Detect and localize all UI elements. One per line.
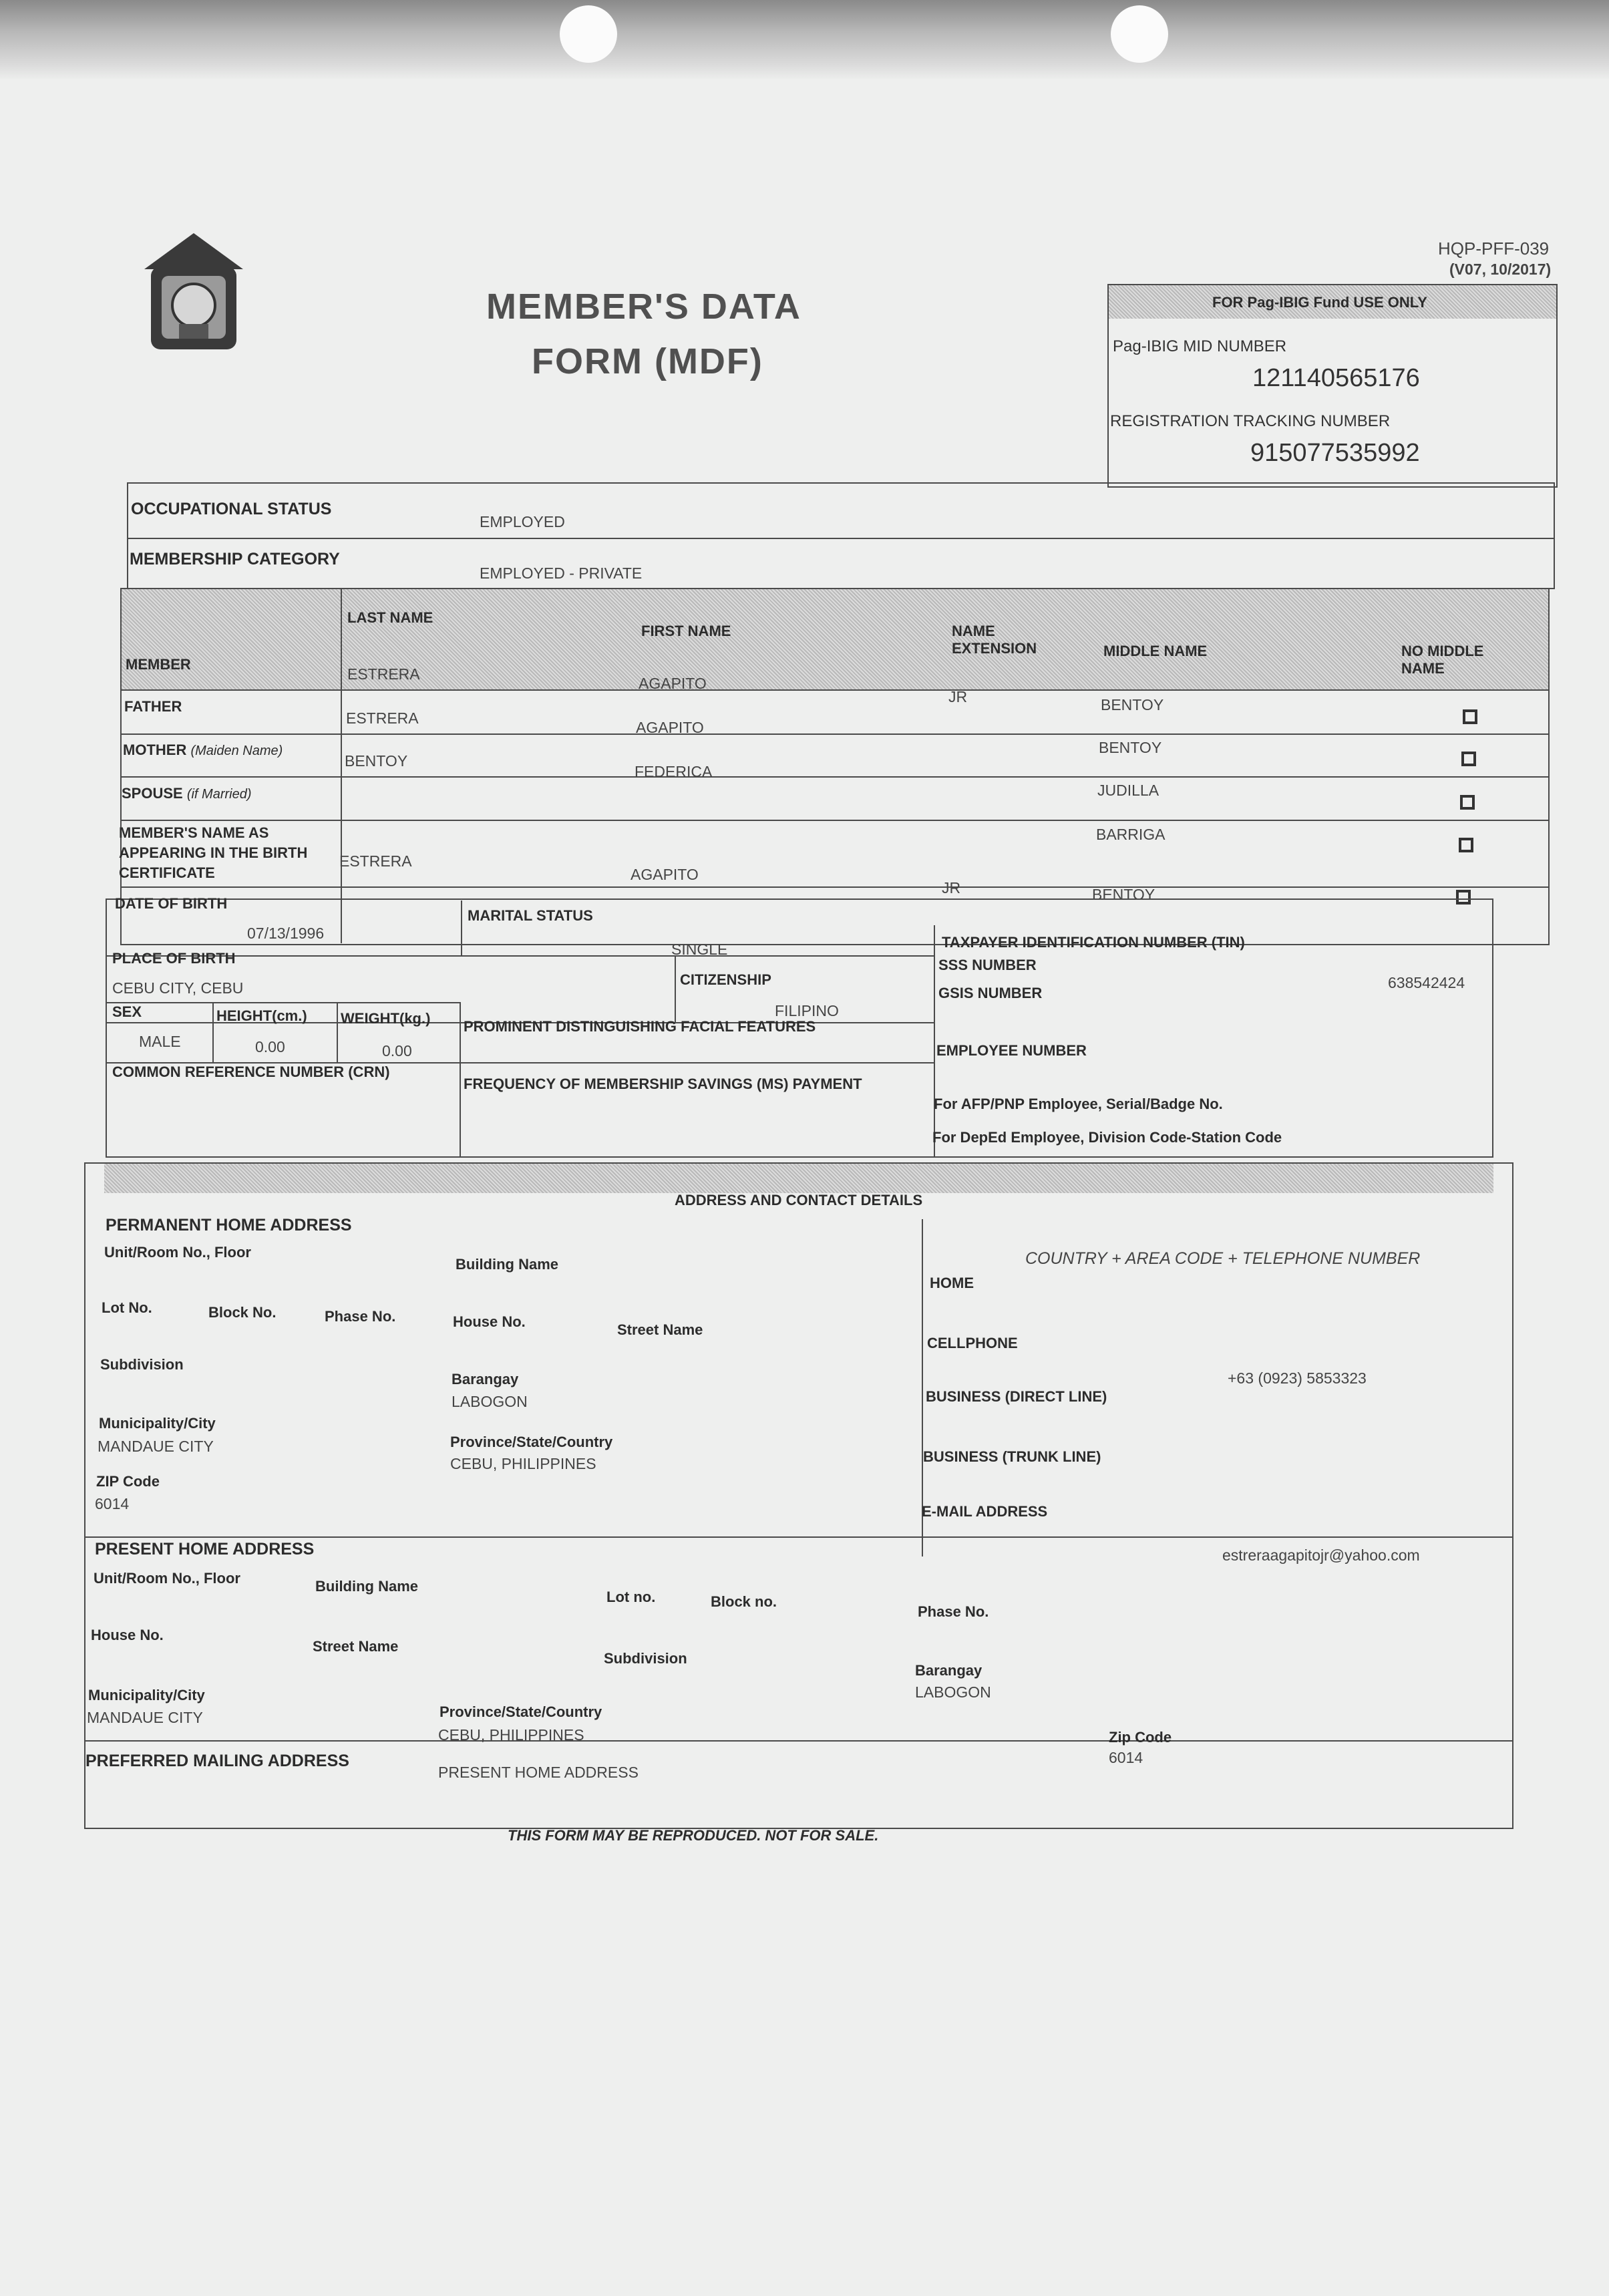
row-label-spouse-sub: (if Married) bbox=[186, 787, 252, 802]
pres-barangay-value: LABOGON bbox=[915, 1683, 991, 1701]
form-code: HQP-PFF-039 bbox=[1438, 238, 1550, 259]
pres-province-value: CEBU, PHILIPPINES bbox=[438, 1726, 584, 1744]
perm-barangay-value: LABOGON bbox=[452, 1393, 528, 1410]
mid-value: 121140565176 bbox=[1252, 364, 1420, 392]
home-phone-label: HOME bbox=[930, 1275, 974, 1291]
perm-street-label: Street Name bbox=[617, 1321, 703, 1338]
preferred-mailing-label: PREFERRED MAILING ADDRESS bbox=[85, 1752, 349, 1770]
present-address-line bbox=[85, 1536, 1512, 1538]
citizenship-value: FILIPINO bbox=[775, 1002, 839, 1019]
membership-category-label: MEMBERSHIP CATEGORY bbox=[130, 550, 340, 568]
preferred-address-line bbox=[85, 1740, 1512, 1742]
place-of-birth-value: CEBU CITY, CEBU bbox=[112, 979, 244, 997]
sex-value: MALE bbox=[139, 1033, 181, 1050]
mother-middle-name: JUDILLA bbox=[1097, 782, 1159, 799]
spouse-middle-name: BARRIGA bbox=[1096, 826, 1166, 843]
dob-col-divider bbox=[461, 900, 462, 955]
header-first-name: FIRST NAME bbox=[641, 623, 731, 639]
pres-zip-label: Zip Code bbox=[1109, 1729, 1172, 1746]
weight-value: 0.00 bbox=[382, 1042, 412, 1059]
pres-province-label: Province/State/Country bbox=[439, 1703, 602, 1720]
perm-zip-value: 6014 bbox=[95, 1495, 130, 1512]
pagibig-logo bbox=[140, 230, 247, 354]
form-title-line2: FORM (MDF) bbox=[532, 341, 763, 381]
height-value: 0.00 bbox=[255, 1038, 285, 1055]
rtn-label: REGISTRATION TRACKING NUMBER bbox=[1110, 412, 1391, 430]
marital-status-value: SINGLE bbox=[671, 941, 728, 958]
form-version: (V07, 10/2017) bbox=[1449, 261, 1552, 278]
names-row-line bbox=[122, 886, 1548, 888]
perm-province-label: Province/State/Country bbox=[450, 1434, 613, 1450]
header-no-middle-name: NO MIDDLE NAME bbox=[1401, 643, 1484, 677]
names-row-line bbox=[122, 776, 1548, 778]
row-label-spouse bbox=[122, 785, 252, 802]
birthcert-last-name: ESTRERA bbox=[339, 852, 412, 870]
status-divider bbox=[127, 538, 1555, 539]
sex-row-line bbox=[107, 1002, 460, 1003]
row-label-mother bbox=[123, 742, 283, 759]
row-label-mother-text: MOTHER bbox=[123, 742, 187, 758]
birthcert-extension: JR bbox=[942, 879, 961, 896]
rtn-value: 915077535992 bbox=[1250, 439, 1420, 467]
weight-label: WEIGHT(kg.) bbox=[341, 1010, 431, 1027]
header-middle-name: MIDDLE NAME bbox=[1103, 643, 1208, 659]
father-no-middle-checkbox[interactable] bbox=[1461, 752, 1476, 766]
dob-value: 07/13/1996 bbox=[247, 925, 325, 942]
father-last-name: ESTRERA bbox=[346, 709, 419, 727]
business-direct-label: BUSINESS (DIRECT LINE) bbox=[926, 1388, 1107, 1405]
cellphone-label: CELLPHONE bbox=[927, 1335, 1018, 1351]
sss-label: SSS NUMBER bbox=[938, 957, 1037, 973]
personal-col-divider bbox=[934, 925, 935, 1158]
preferred-mailing-value: PRESENT HOME ADDRESS bbox=[438, 1764, 639, 1781]
facial-features-label: PROMINENT DISTINGUISHING FACIAL FEATURES bbox=[464, 1018, 816, 1035]
citizenship-col-divider bbox=[675, 957, 676, 1022]
office-use-header: FOR Pag-IBIG Fund USE ONLY bbox=[1212, 294, 1427, 311]
status-block bbox=[127, 482, 1555, 589]
employee-number-label: EMPLOYEE NUMBER bbox=[936, 1042, 1087, 1059]
perm-subdivision-label: Subdivision bbox=[100, 1356, 184, 1373]
cellphone-value: +63 (0923) 5853323 bbox=[1228, 1369, 1367, 1387]
perm-lot-label: Lot No. bbox=[102, 1299, 152, 1316]
member-no-middle-checkbox[interactable] bbox=[1463, 709, 1477, 724]
perm-province-value: CEBU, PHILIPPINES bbox=[450, 1455, 596, 1472]
pres-municipality-value: MANDAUE CITY bbox=[87, 1709, 203, 1726]
names-row-line bbox=[122, 689, 1548, 691]
perm-barangay-label: Barangay bbox=[452, 1371, 519, 1387]
height-col-divider bbox=[337, 1002, 338, 1062]
tin-label: TAXPAYER IDENTIFICATION NUMBER (TIN) bbox=[942, 934, 1245, 951]
sex-col-divider bbox=[212, 1002, 214, 1062]
perm-phase-label: Phase No. bbox=[325, 1308, 396, 1325]
ms-frequency-label: FREQUENCY OF MEMBERSHIP SAVINGS (MS) PAYMENT bbox=[464, 1076, 862, 1092]
phone-header: COUNTRY + AREA CODE + TELEPHONE NUMBER bbox=[1025, 1249, 1421, 1268]
address-header-bg bbox=[104, 1164, 1493, 1193]
occupational-status-label: OCCUPATIONAL STATUS bbox=[131, 500, 332, 518]
names-header-bg bbox=[122, 589, 1548, 689]
father-middle-name: BENTOY bbox=[1099, 739, 1162, 756]
marital-status-label: MARITAL STATUS bbox=[468, 907, 593, 924]
row-label-mother-sub: (Maiden Name) bbox=[190, 744, 283, 758]
perm-municipality-label: Municipality/City bbox=[99, 1415, 216, 1432]
permanent-address-title: PERMANENT HOME ADDRESS bbox=[106, 1216, 352, 1235]
form-footer: THIS FORM MAY BE REPRODUCED. NOT FOR SALE. bbox=[508, 1827, 879, 1844]
perm-house-label: House No. bbox=[453, 1313, 526, 1330]
deped-label: For DepEd Employee, Division Code-Station Code bbox=[932, 1129, 1282, 1146]
mother-first-name: FEDERICA bbox=[635, 763, 713, 780]
pres-block-label: Block no. bbox=[711, 1593, 777, 1610]
place-of-birth-label: PLACE OF BIRTH bbox=[112, 950, 236, 967]
punch-hole-right bbox=[1111, 5, 1168, 63]
pres-unit-label: Unit/Room No., Floor bbox=[94, 1570, 240, 1587]
perm-block-label: Block No. bbox=[208, 1304, 277, 1321]
member-last-name: ESTRERA bbox=[347, 665, 420, 683]
father-first-name: AGAPITO bbox=[636, 719, 704, 736]
row-label-birth-cert: MEMBER'S NAME AS APPEARING IN THE BIRTH CERTIFICATE bbox=[119, 824, 308, 881]
scan-top-edge bbox=[0, 0, 1609, 80]
names-label-col-divider bbox=[341, 589, 342, 943]
gsis-label: GSIS NUMBER bbox=[938, 985, 1043, 1001]
pres-phase-label: Phase No. bbox=[918, 1603, 989, 1620]
membership-category-value: EMPLOYED - PRIVATE bbox=[480, 564, 643, 582]
sss-value: 638542424 bbox=[1388, 974, 1465, 991]
form-title-line1: MEMBER'S DATA bbox=[486, 287, 801, 327]
pres-house-label: House No. bbox=[91, 1627, 164, 1643]
row-label-father: FATHER bbox=[124, 698, 182, 715]
punch-hole-left bbox=[560, 5, 617, 63]
mid-label: Pag-IBIG MID NUMBER bbox=[1113, 337, 1287, 355]
occupational-status-value: EMPLOYED bbox=[480, 513, 565, 530]
names-row-line bbox=[122, 820, 1548, 821]
perm-municipality-value: MANDAUE CITY bbox=[98, 1438, 214, 1455]
email-label: E-MAIL ADDRESS bbox=[922, 1503, 1048, 1520]
pres-subdivision-label: Subdivision bbox=[604, 1650, 687, 1667]
weight-col-divider bbox=[460, 1002, 461, 1158]
birthcert-first-name: AGAPITO bbox=[631, 866, 699, 883]
dob-label: DATE OF BIRTH bbox=[115, 895, 228, 912]
row-label-spouse-text: SPOUSE bbox=[122, 785, 183, 802]
pres-zip-value: 6014 bbox=[1109, 1749, 1143, 1766]
address-header: ADDRESS AND CONTACT DETAILS bbox=[675, 1192, 923, 1208]
birthcert-middle-name: BENTOY bbox=[1092, 886, 1155, 903]
spouse-no-middle-checkbox[interactable] bbox=[1459, 838, 1473, 852]
mother-no-middle-checkbox[interactable] bbox=[1460, 795, 1475, 810]
pres-building-label: Building Name bbox=[315, 1578, 419, 1595]
mother-last-name: BENTOY bbox=[345, 752, 408, 770]
member-first-name: AGAPITO bbox=[639, 675, 707, 692]
header-name-extension: NAME EXTENSION bbox=[952, 623, 1037, 657]
pres-street-label: Street Name bbox=[313, 1638, 399, 1655]
afp-pnp-label: For AFP/PNP Employee, Serial/Badge No. bbox=[934, 1096, 1223, 1112]
citizenship-label: CITIZENSHIP bbox=[680, 971, 771, 988]
present-address-title: PRESENT HOME ADDRESS bbox=[95, 1540, 315, 1559]
business-trunk-label: BUSINESS (TRUNK LINE) bbox=[923, 1448, 1101, 1465]
member-extension: JR bbox=[948, 688, 968, 705]
member-middle-name: BENTOY bbox=[1101, 696, 1164, 713]
pres-municipality-label: Municipality/City bbox=[88, 1687, 205, 1703]
perm-building-label: Building Name bbox=[456, 1256, 559, 1273]
perm-zip-label: ZIP Code bbox=[96, 1473, 160, 1490]
row-label-member: MEMBER bbox=[126, 656, 191, 673]
crn-label: COMMON REFERENCE NUMBER (CRN) bbox=[112, 1063, 390, 1080]
pres-lot-label: Lot no. bbox=[606, 1589, 656, 1605]
perm-unit-label: Unit/Room No., Floor bbox=[104, 1244, 251, 1261]
pres-barangay-label: Barangay bbox=[915, 1662, 982, 1679]
header-last-name: LAST NAME bbox=[347, 609, 433, 626]
names-row-line bbox=[122, 733, 1548, 735]
height-label: HEIGHT(cm.) bbox=[216, 1007, 307, 1024]
email-value: estreraagapitojr@yahoo.com bbox=[1222, 1546, 1420, 1564]
sex-label: SEX bbox=[112, 1003, 142, 1020]
